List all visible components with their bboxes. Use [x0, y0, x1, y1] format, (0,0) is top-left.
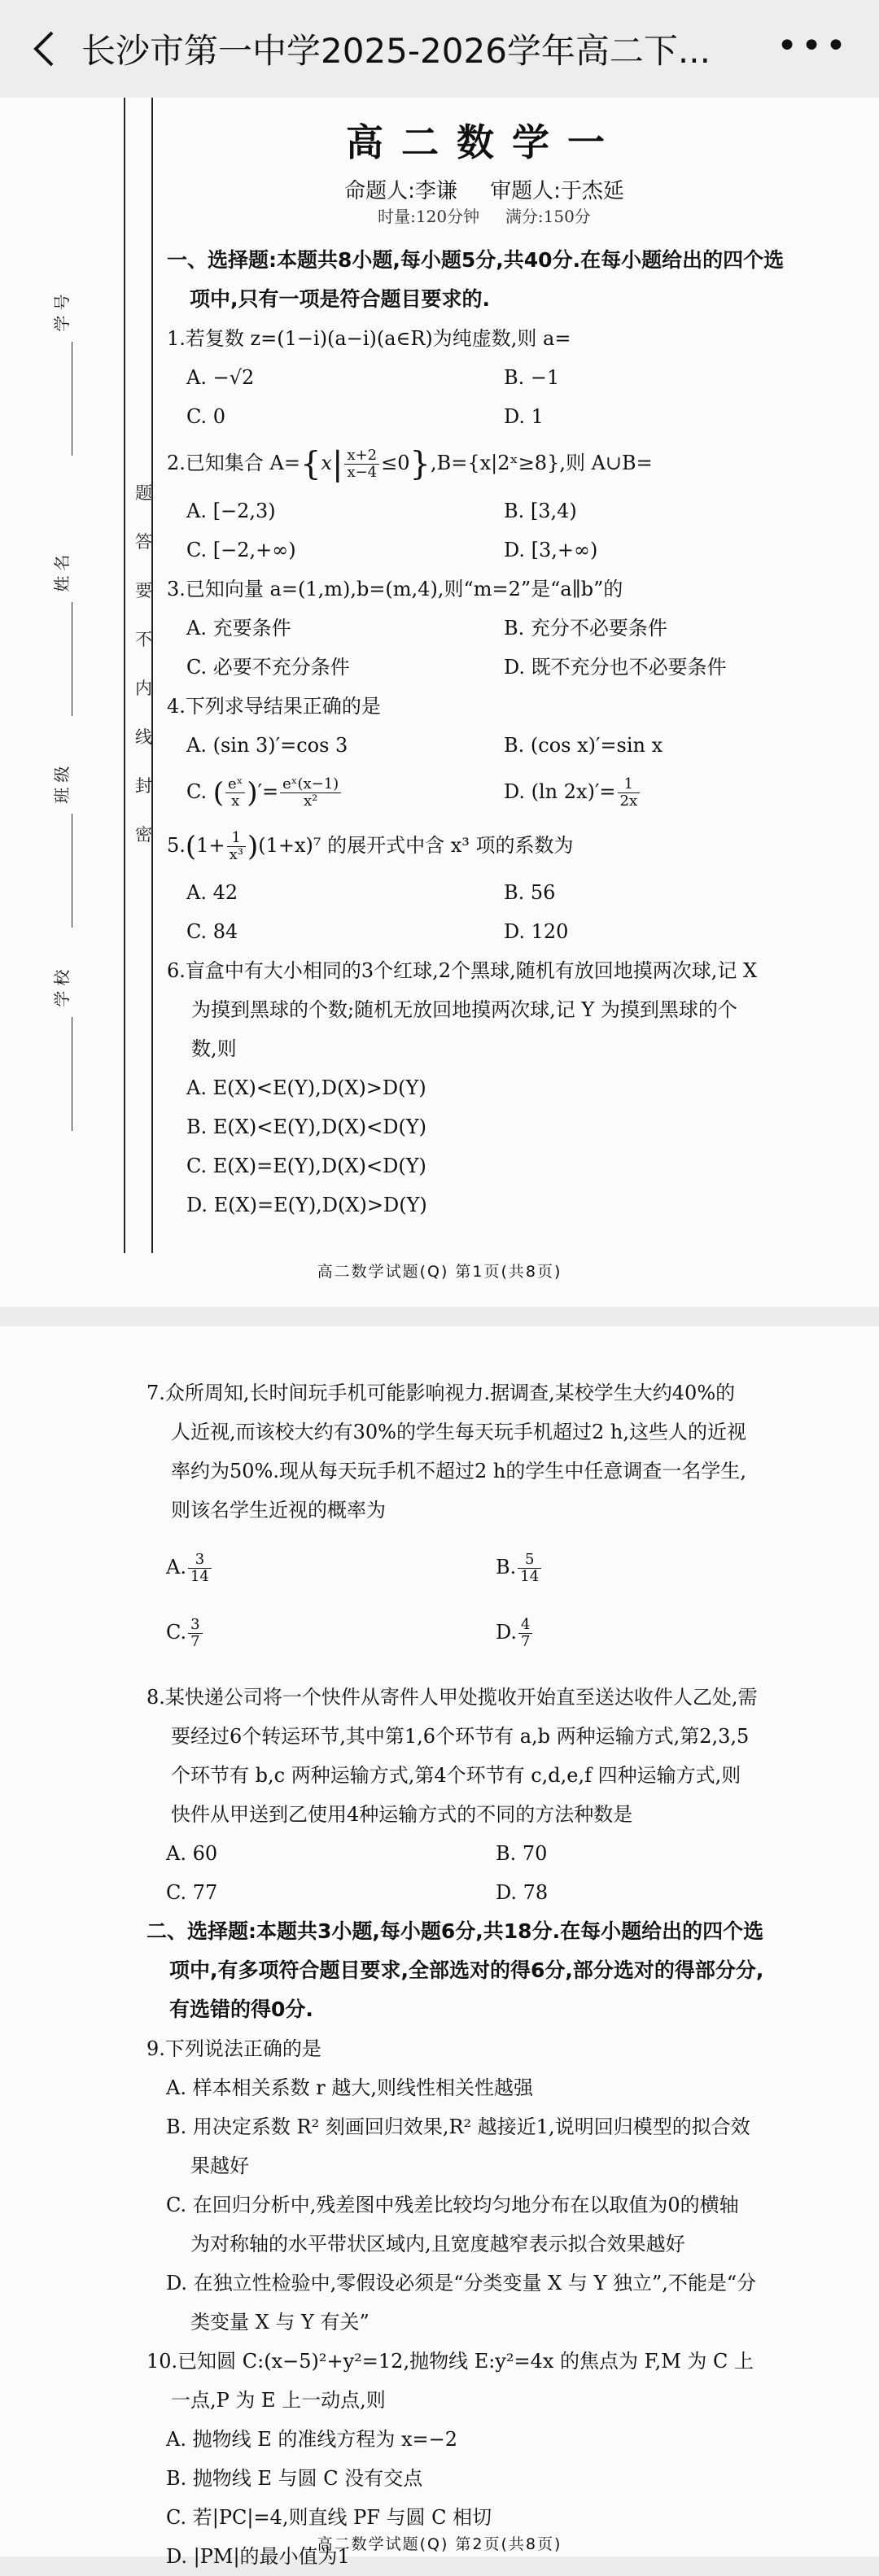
option-label: D. — [496, 1621, 518, 1644]
question-stem: 3.已知向量 a=(1,m),b=(m,4),则“m=2”是“a∥b”的 — [167, 577, 623, 600]
fraction — [518, 1617, 532, 1650]
option-c[interactable]: C. E(X)=E(Y),D(X)<D(Y) — [186, 1155, 426, 1177]
question-4 — [167, 687, 802, 819]
option-b[interactable]: B. E(X)<E(Y),D(X)<D(Y) — [186, 1116, 427, 1138]
option-c[interactable]: C. 0 — [186, 405, 226, 428]
option-text: D. (ln 2x)′= — [504, 779, 616, 803]
option-b[interactable] — [476, 1535, 806, 1600]
fraction — [188, 1552, 212, 1585]
option-text: 为对称轴的水平带状区域内,且宽度越窄表示拟合效果越好 — [190, 2233, 685, 2255]
option-a[interactable]: A. 42 — [186, 881, 238, 904]
option-c[interactable]: C. [−2,+∞) — [186, 538, 296, 561]
options — [167, 873, 802, 951]
option-b[interactable]: B. [3,4) — [504, 499, 577, 522]
option-c[interactable]: C. ( $\frac{\text{eˣ}}{x}$ )′= $\frac{\text{eˣ(x−1)}}{\text{x²}}$ — [167, 765, 484, 819]
fraction — [188, 1617, 202, 1650]
options — [167, 491, 802, 570]
denominator: 14 — [520, 1568, 540, 1585]
chevron-left-icon — [33, 30, 55, 68]
time-limit: 时量:120分钟 — [378, 207, 480, 226]
option-b[interactable]: B. −1 — [504, 366, 560, 389]
question-stem: 要经过6个转运环节,其中第1,6个环节有 a,b 两种运输方式,第2,3,5 — [171, 1725, 750, 1748]
numerator: 1 — [618, 776, 641, 793]
option-d[interactable]: D. |PM|的最小值为1 — [166, 2545, 350, 2568]
set-variable: x — [321, 452, 332, 474]
numerator: 4 — [518, 1617, 532, 1634]
school-field[interactable] — [49, 964, 72, 1131]
field-label: 学校 — [52, 964, 72, 1007]
back-button[interactable] — [24, 24, 63, 73]
option-d[interactable] — [146, 2264, 806, 2342]
page-2-content — [146, 1373, 806, 2576]
denominator: x² — [303, 792, 318, 810]
name-field[interactable] — [49, 549, 72, 716]
question-stem: 6.盲盒中有大小相同的3个红球,2个黑球,随机有放回地摸两次球,记 X — [167, 959, 758, 982]
option-d[interactable]: D. 120 — [504, 920, 569, 943]
field-label: 学号 — [52, 289, 72, 332]
options — [167, 609, 802, 687]
numerator: 1 — [227, 830, 246, 847]
option-a[interactable]: A. −√2 — [186, 366, 255, 389]
option-a[interactable]: A. 60 — [166, 1842, 218, 1865]
exam-title: 高二数学一 — [346, 120, 623, 164]
option-a[interactable]: A. E(X)<E(Y),D(X)>D(Y) — [186, 1076, 426, 1099]
full-score: 满分:150分 — [505, 207, 591, 226]
document-title: 长沙市第一中学2025-2026学年高二下... — [81, 31, 711, 71]
reviewer: 审题人:于杰延 — [490, 179, 624, 203]
denominator: x−4 — [347, 464, 378, 481]
exam-page-2 — [0, 1326, 879, 2568]
option-d[interactable]: D. 既不充分也不必要条件 — [504, 655, 727, 679]
numerator: x+2 — [344, 448, 379, 465]
section-1-heading — [167, 241, 802, 319]
stem-text: (1+x)⁷ 的展开式中含 x³ 项的系数为 — [258, 833, 574, 857]
seal-char: 封 — [135, 776, 152, 796]
question-5 — [167, 819, 802, 952]
question-stem: 则该名学生近视的概率为 — [171, 1499, 386, 1522]
stem-text: 5. — [167, 833, 186, 857]
option-label: C. — [186, 779, 208, 803]
denominator: 2x — [619, 792, 638, 810]
question-stem: 快件从甲送到乙使用4种运输方式的不同的方法种数是 — [171, 1803, 633, 1826]
option-d[interactable]: D. E(X)=E(Y),D(X)>D(Y) — [186, 1194, 427, 1216]
option-b[interactable] — [146, 2107, 806, 2185]
question-7 — [146, 1373, 806, 1665]
question-stem: 5.(1+ $\frac{1}{\text{x³}}$ )(1+x)⁷ 的展开式中含 x³ 项的系数为 — [167, 828, 574, 863]
authors-line — [167, 174, 802, 203]
option-d[interactable]: D. [3,+∞) — [504, 538, 598, 561]
question-stem: 为摸到黑球的个数;随机无放回地摸两次球,记 Y 为摸到黑球的个 — [191, 998, 737, 1021]
option-c[interactable]: C. 77 — [166, 1881, 218, 1904]
page-footer: 高二数学试题(Q) 第2页(共8页) — [317, 2535, 562, 2553]
option-label: B. — [496, 1556, 517, 1578]
option-c[interactable] — [146, 1600, 476, 1665]
numerator: eˣ — [225, 776, 245, 793]
section-2-heading — [146, 1912, 806, 2029]
class-field[interactable] — [49, 761, 72, 928]
seal-char: 题 — [135, 483, 152, 503]
options — [167, 358, 802, 436]
fraction — [280, 776, 341, 810]
options — [167, 765, 802, 819]
option-b[interactable]: B. 充分不必要条件 — [504, 616, 667, 640]
section-text: 有选错的得0分. — [169, 1997, 313, 2021]
option-d[interactable] — [484, 765, 802, 819]
seal-char: 不 — [135, 630, 152, 649]
option-label: C. — [166, 1621, 187, 1644]
option-a[interactable]: A. 抛物线 E 的准线方程为 x=−2 — [166, 2428, 458, 2451]
question-9 — [146, 2029, 806, 2342]
field-label: 姓名 — [52, 549, 72, 592]
denominator: x³ — [229, 845, 243, 863]
options — [167, 726, 802, 765]
option-b[interactable]: B. (cos x)′=sin x — [504, 733, 663, 757]
numerator: 3 — [188, 1617, 202, 1634]
question-8 — [146, 1678, 806, 1912]
fraction — [618, 776, 641, 810]
option-label: A. — [166, 1556, 186, 1578]
section-text: 项中,有多项符合题目要求,全部选对的得6分,部分选对的得部分分, — [169, 1958, 764, 1982]
margin-line — [124, 98, 125, 1253]
options — [146, 1535, 806, 1665]
field-label: 班级 — [52, 761, 72, 804]
option-c[interactable]: C. 若|PC|=4,则直线 PF 与圆 C 相切 — [166, 2506, 492, 2529]
option-c[interactable]: C. 84 — [186, 920, 238, 943]
numerator: eˣ(x−1) — [280, 776, 341, 793]
option-a[interactable]: A. 充要条件 — [186, 616, 291, 640]
numerator: 5 — [518, 1552, 541, 1569]
stem-text: ,B={x|2ˣ≥8},则 A∪B= — [430, 452, 653, 474]
student-id-field[interactable] — [49, 289, 72, 456]
option-b[interactable]: B. 56 — [504, 881, 556, 904]
page-1-content — [167, 98, 802, 1225]
question-stem: 9.下列说法正确的是 — [146, 2037, 321, 2060]
question-stem: 1.若复数 z=(1−i)(a−i)(a∈R)为纯虚数,则 a= — [167, 327, 571, 350]
option-d[interactable]: D. 1 — [504, 405, 544, 428]
denominator: 7 — [190, 1633, 200, 1650]
section-text: 二、选择题:本题共3小题,每小题6分,共18分.在每小题给出的四个选 — [146, 1919, 764, 1943]
fraction — [225, 776, 245, 810]
option-b[interactable]: B. 抛物线 E 与圆 C 没有交点 — [166, 2467, 423, 2490]
question-stem: 7.众所周知,长时间玩手机可能影响视力.据调查,某校学生大约40%的 — [146, 1382, 736, 1404]
question-stem: 8.某快递公司将一个快件从寄件人甲处揽收开始直至送达收件人乙处,需 — [146, 1686, 758, 1709]
author: 命题人:李谦 — [344, 179, 457, 203]
question-stem: 10.已知圆 C:(x−5)²+y²=12,抛物线 E:y²=4x 的焦点为 F,M 为 C 上 — [146, 2350, 754, 2373]
question-1 — [167, 319, 802, 436]
option-d[interactable] — [476, 1600, 806, 1665]
question-stem: 人近视,而该校大约有30%的学生每天玩手机超过2 h,这些人的近视 — [171, 1421, 746, 1443]
seal-char: 答 — [135, 532, 152, 552]
seal-char: 线 — [135, 727, 152, 747]
denominator: 14 — [190, 1568, 209, 1585]
option-a[interactable]: A. (sin 3)′=cos 3 — [186, 733, 348, 757]
options — [146, 1834, 806, 1912]
option-c[interactable] — [146, 2185, 806, 2264]
question-stem: 率约为50%.现从每天玩手机不超过2 h的学生中任意调查一名学生, — [171, 1460, 746, 1482]
option-a[interactable] — [146, 1535, 476, 1600]
option-b[interactable]: B. 70 — [496, 1842, 548, 1865]
question-2 — [167, 436, 802, 570]
seal-char: 要 — [135, 581, 152, 600]
option-d[interactable]: D. 78 — [496, 1881, 549, 1904]
exam-page-1 — [0, 98, 879, 1307]
question-6 — [167, 951, 802, 1225]
option-text: 果越好 — [190, 2155, 249, 2177]
page-footer: 高二数学试题(Q) 第1页(共8页) — [317, 1263, 562, 1281]
seal-char: 密 — [135, 825, 152, 845]
stem-text: 1+ — [196, 833, 225, 857]
option-a[interactable]: A. [−2,3) — [186, 499, 276, 522]
exam-meta — [167, 203, 802, 229]
seal-char: 内 — [135, 679, 152, 698]
binding-margin — [0, 98, 155, 1307]
question-stem: 4.下列求导结果正确的是 — [167, 694, 381, 718]
option-text: B. 用决定系数 R² 刻画回归效果,R² 越接近1,说明回归模型的拟合效 — [166, 2115, 750, 2138]
option-text: 类变量 X 与 Y 有关” — [190, 2311, 370, 2334]
question-stem: 数,则 — [191, 1037, 237, 1060]
options — [167, 1068, 802, 1225]
section-text: 一、选择题:本题共8小题,每小题5分,共40分.在每小题给出的四个选 — [167, 248, 785, 272]
numerator: 3 — [188, 1552, 212, 1569]
question-stem: 2.已知集合 A={x| $\frac{x+2}{x-4}$ ≤0},B={x|2ˣ≥8},则 A∪B= — [167, 445, 653, 483]
top-nav-bar — [0, 0, 879, 98]
set-condition: ≤0 — [381, 452, 410, 474]
section-text: 项中,只有一项是符合题目要求的. — [190, 287, 490, 311]
option-text: C. 在回归分析中,残差图中残差比较均匀地分布在以取值为0的横轴 — [166, 2194, 739, 2216]
more-dots-icon[interactable]: ••• — [776, 25, 850, 67]
stem-text: 2.已知集合 A= — [167, 452, 300, 474]
option-a[interactable]: A. 样本相关系数 r 越大,则线性相关性越强 — [166, 2076, 533, 2099]
equals: ′= — [257, 779, 279, 803]
fraction — [518, 1552, 541, 1585]
question-3 — [167, 570, 802, 687]
question-stem: 一点,P 为 E 上一动点,则 — [171, 2389, 386, 2412]
fraction — [344, 448, 379, 481]
option-c[interactable]: C. 必要不充分条件 — [186, 655, 350, 679]
question-stem: 个环节有 b,c 两种运输方式,第4个环节有 c,d,e,f 四种运输方式,则 — [171, 1764, 741, 1787]
denominator: x — [231, 792, 240, 810]
denominator: 7 — [521, 1633, 531, 1650]
option-text: D. 在独立性检验中,零假设必须是“分类变量 X 与 Y 独立”,不能是“分 — [166, 2272, 757, 2294]
fraction — [227, 830, 246, 863]
